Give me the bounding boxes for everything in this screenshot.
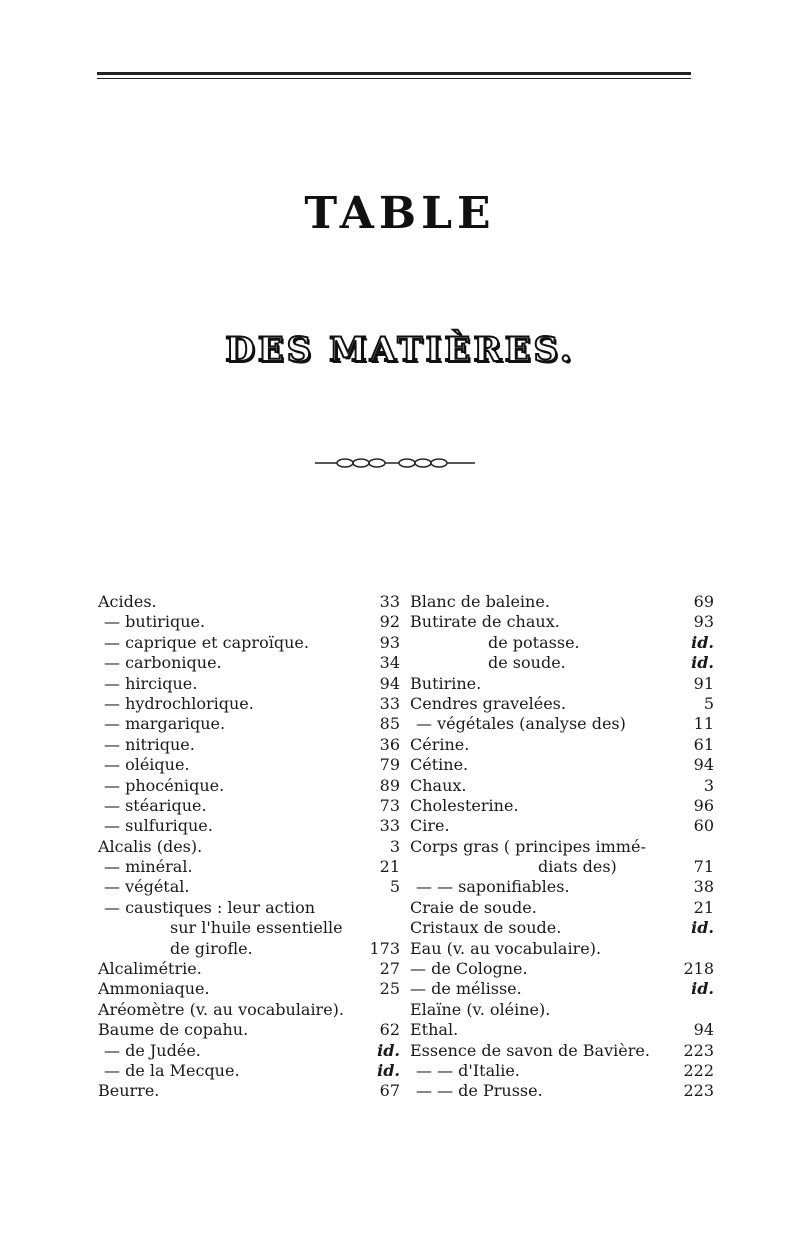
index-entry-label: — nitrique. <box>104 734 195 754</box>
index-entry <box>410 979 714 999</box>
index-entry-page: 85 <box>379 714 400 734</box>
index-entry-page: 33 <box>379 816 400 836</box>
index-entry <box>98 633 400 653</box>
index-entry-page: 33 <box>379 592 400 611</box>
index-entry <box>410 612 714 632</box>
index-entry-label: — — d'Italie. <box>416 1060 520 1080</box>
index-entry-label: Baume de copahu. <box>98 1020 249 1040</box>
index-entry-label: Blanc de baleine. <box>410 592 550 611</box>
index-entry-page: 94 <box>693 1020 714 1040</box>
index-entry-label: — végétal. <box>104 877 190 897</box>
index-entry-page: id. <box>691 632 714 652</box>
index-entry-label: Eau (v. au vocabulaire). <box>410 938 602 958</box>
index-entry <box>410 959 714 979</box>
index-entry-page: 93 <box>379 632 400 652</box>
index-entry-label: — caprique et caproïque. <box>104 632 309 652</box>
index-entry-page: 218 <box>683 959 714 979</box>
index-entry-page: 93 <box>693 612 714 632</box>
index-entry-label: — minéral. <box>104 857 193 877</box>
index-entry-label: — sulfurique. <box>104 816 213 836</box>
index-entry-label: Alcalimétrie. <box>98 959 202 979</box>
index-entry-page: 27 <box>379 959 400 979</box>
index-entry-label: Chaux. <box>410 775 467 795</box>
index-entry-page: 223 <box>683 1040 714 1060</box>
index-entry <box>410 735 714 755</box>
index-entry-label: — oléique. <box>104 755 190 775</box>
index-entry <box>98 735 400 755</box>
index-entry <box>410 939 714 959</box>
index-entry-page: 94 <box>693 755 714 775</box>
index-entry-page: id. <box>691 979 714 999</box>
index-entry-label: — végétales (analyse des) <box>416 714 626 734</box>
index-entry-page: 11 <box>693 714 714 734</box>
page-subtitle: DES MATIÈRES. <box>225 330 575 370</box>
index-entry-label: — hircique. <box>104 673 198 693</box>
index-entry-label: Cendres gravelées. <box>410 693 566 713</box>
index-entry-label: — caustiques : leur action <box>104 897 316 917</box>
index-entry-label: de girofle. <box>170 938 253 958</box>
index-column-left <box>98 592 400 1102</box>
index-entry-label: — — saponifiables. <box>416 877 570 897</box>
index-entry-page: 36 <box>379 734 400 754</box>
index-entry-page: id. <box>377 1040 400 1060</box>
index-entry-page: 21 <box>693 897 714 917</box>
index-entry-page: id. <box>691 918 714 938</box>
index-entry <box>98 857 400 877</box>
index-entry <box>410 1000 714 1020</box>
index-entry-label: Cérine. <box>410 734 470 754</box>
index-entry <box>98 714 400 734</box>
index-entry-page: 62 <box>379 1020 400 1040</box>
index-entry-page: 91 <box>693 673 714 693</box>
index-entry-page: 60 <box>693 816 714 836</box>
index-entry <box>410 592 714 612</box>
index-entry <box>410 1020 714 1040</box>
index-entry-label: Essence de savon de Bavière. <box>410 1040 650 1060</box>
index-entry-page: 96 <box>693 795 714 815</box>
index-entry <box>410 877 714 897</box>
index-entry <box>410 918 714 938</box>
index-entry <box>98 653 400 673</box>
index-entry-page: 94 <box>379 673 400 693</box>
index-entry-page: 5 <box>703 693 714 713</box>
index-entry-label: sur l'huile essentielle <box>170 918 343 938</box>
index-column-right <box>410 592 714 1102</box>
index-entry <box>98 1061 400 1081</box>
index-entry-label: — carbonique. <box>104 653 222 673</box>
index-entry-label: Cristaux de soude. <box>410 918 562 938</box>
index-entry-page: 34 <box>379 653 400 673</box>
index-entry-label: Ammoniaque. <box>98 979 210 999</box>
index-entry-label: de soude. <box>488 653 566 673</box>
index-entry-page: 71 <box>693 857 714 877</box>
index-entry-label: Corps gras ( principes immé- <box>410 836 646 856</box>
index-entry <box>98 1081 400 1101</box>
index-entry-label: Beurre. <box>98 1081 160 1101</box>
index-entry-page: id. <box>377 1060 400 1080</box>
index-entry <box>98 979 400 999</box>
index-entry-page: 69 <box>693 592 714 611</box>
index-entry-page: 61 <box>693 734 714 754</box>
index-entry <box>410 674 714 694</box>
index-entry-label: — de Cologne. <box>410 959 528 979</box>
index-entry-page: 223 <box>683 1081 714 1101</box>
index-entry-page: 3 <box>703 775 714 795</box>
index-entry <box>98 959 400 979</box>
index-entry <box>410 898 714 918</box>
index-entry <box>98 1020 400 1040</box>
index-entry <box>410 714 714 734</box>
index-entry-page: 73 <box>379 795 400 815</box>
index-entry <box>98 674 400 694</box>
index-entry <box>98 592 400 612</box>
index-entry <box>98 776 400 796</box>
index-entry-label: diats des) <box>538 857 617 877</box>
index-entry-label: — margarique. <box>104 714 226 734</box>
index-entry-label: Alcalis (des). <box>98 836 203 856</box>
index-entry-page: 5 <box>389 877 400 897</box>
index-entry-label: Craie de soude. <box>410 897 537 917</box>
index-entry <box>98 755 400 775</box>
index-entry <box>410 1041 714 1061</box>
index-entry-label: Butirine. <box>410 673 482 693</box>
index-entry <box>98 1041 400 1061</box>
index-entry-label: — phocénique. <box>104 775 225 795</box>
index-entry-label: Elaïne (v. oléine). <box>410 999 551 1019</box>
index-entry-page: 173 <box>369 938 400 958</box>
index-entry-page: 21 <box>379 857 400 877</box>
index-entry <box>410 755 714 775</box>
index-entry-label: — de Judée. <box>104 1040 201 1060</box>
ornament-divider <box>315 455 475 471</box>
index-entry-label: Ethal. <box>410 1020 459 1040</box>
index-entry-page: 25 <box>379 979 400 999</box>
index-entry-label: — de mélisse. <box>410 979 522 999</box>
index-entry <box>98 1000 400 1020</box>
index-entry <box>98 796 400 816</box>
index-entry-label: Cétine. <box>410 755 469 775</box>
index-entry-label: Acides. <box>98 592 157 611</box>
index-entry <box>410 694 714 714</box>
page-title: TABLE <box>304 188 496 239</box>
index-entry <box>98 694 400 714</box>
index-entry <box>98 612 400 632</box>
index-entry-page: 33 <box>379 693 400 713</box>
index-entry-label: — hydrochlorique. <box>104 693 254 713</box>
index-entry-label: — butirique. <box>104 612 206 632</box>
index-entry-label: Cire. <box>410 816 450 836</box>
index-entry-label: — de la Mecque. <box>104 1060 240 1080</box>
index-entry <box>410 816 714 836</box>
index-entry-label: — stéarique. <box>104 795 207 815</box>
index-entry <box>98 918 400 938</box>
index-entry <box>410 653 714 673</box>
index-entry-label: — — de Prusse. <box>416 1081 543 1101</box>
index-entry-label: Aréomètre (v. au vocabulaire). <box>98 999 344 1019</box>
index-entry-page: 222 <box>683 1060 714 1080</box>
index-entry-page: 79 <box>379 755 400 775</box>
index-entry <box>410 837 714 857</box>
index-entry <box>410 1061 714 1081</box>
index-entry-page: 92 <box>379 612 400 632</box>
index-entry <box>98 837 400 857</box>
top-rule-thin <box>97 78 691 79</box>
index-entry-page: id. <box>691 653 714 673</box>
index-entry <box>410 857 714 877</box>
index-entry <box>98 877 400 897</box>
index-entry <box>98 816 400 836</box>
index-entry-page: 89 <box>379 775 400 795</box>
index-entry-label: de potasse. <box>488 632 580 652</box>
index-entry <box>98 898 400 918</box>
index-entry <box>410 776 714 796</box>
index-entry-page: 38 <box>693 877 714 897</box>
index-entry <box>98 939 400 959</box>
index-entry <box>410 633 714 653</box>
index-entry-label: Butirate de chaux. <box>410 612 560 632</box>
index-entry-label: Cholesterine. <box>410 795 519 815</box>
index-entry <box>410 796 714 816</box>
index-entry <box>410 1081 714 1101</box>
index-entry-page: 3 <box>389 836 400 856</box>
index-entry-page: 67 <box>379 1081 400 1101</box>
